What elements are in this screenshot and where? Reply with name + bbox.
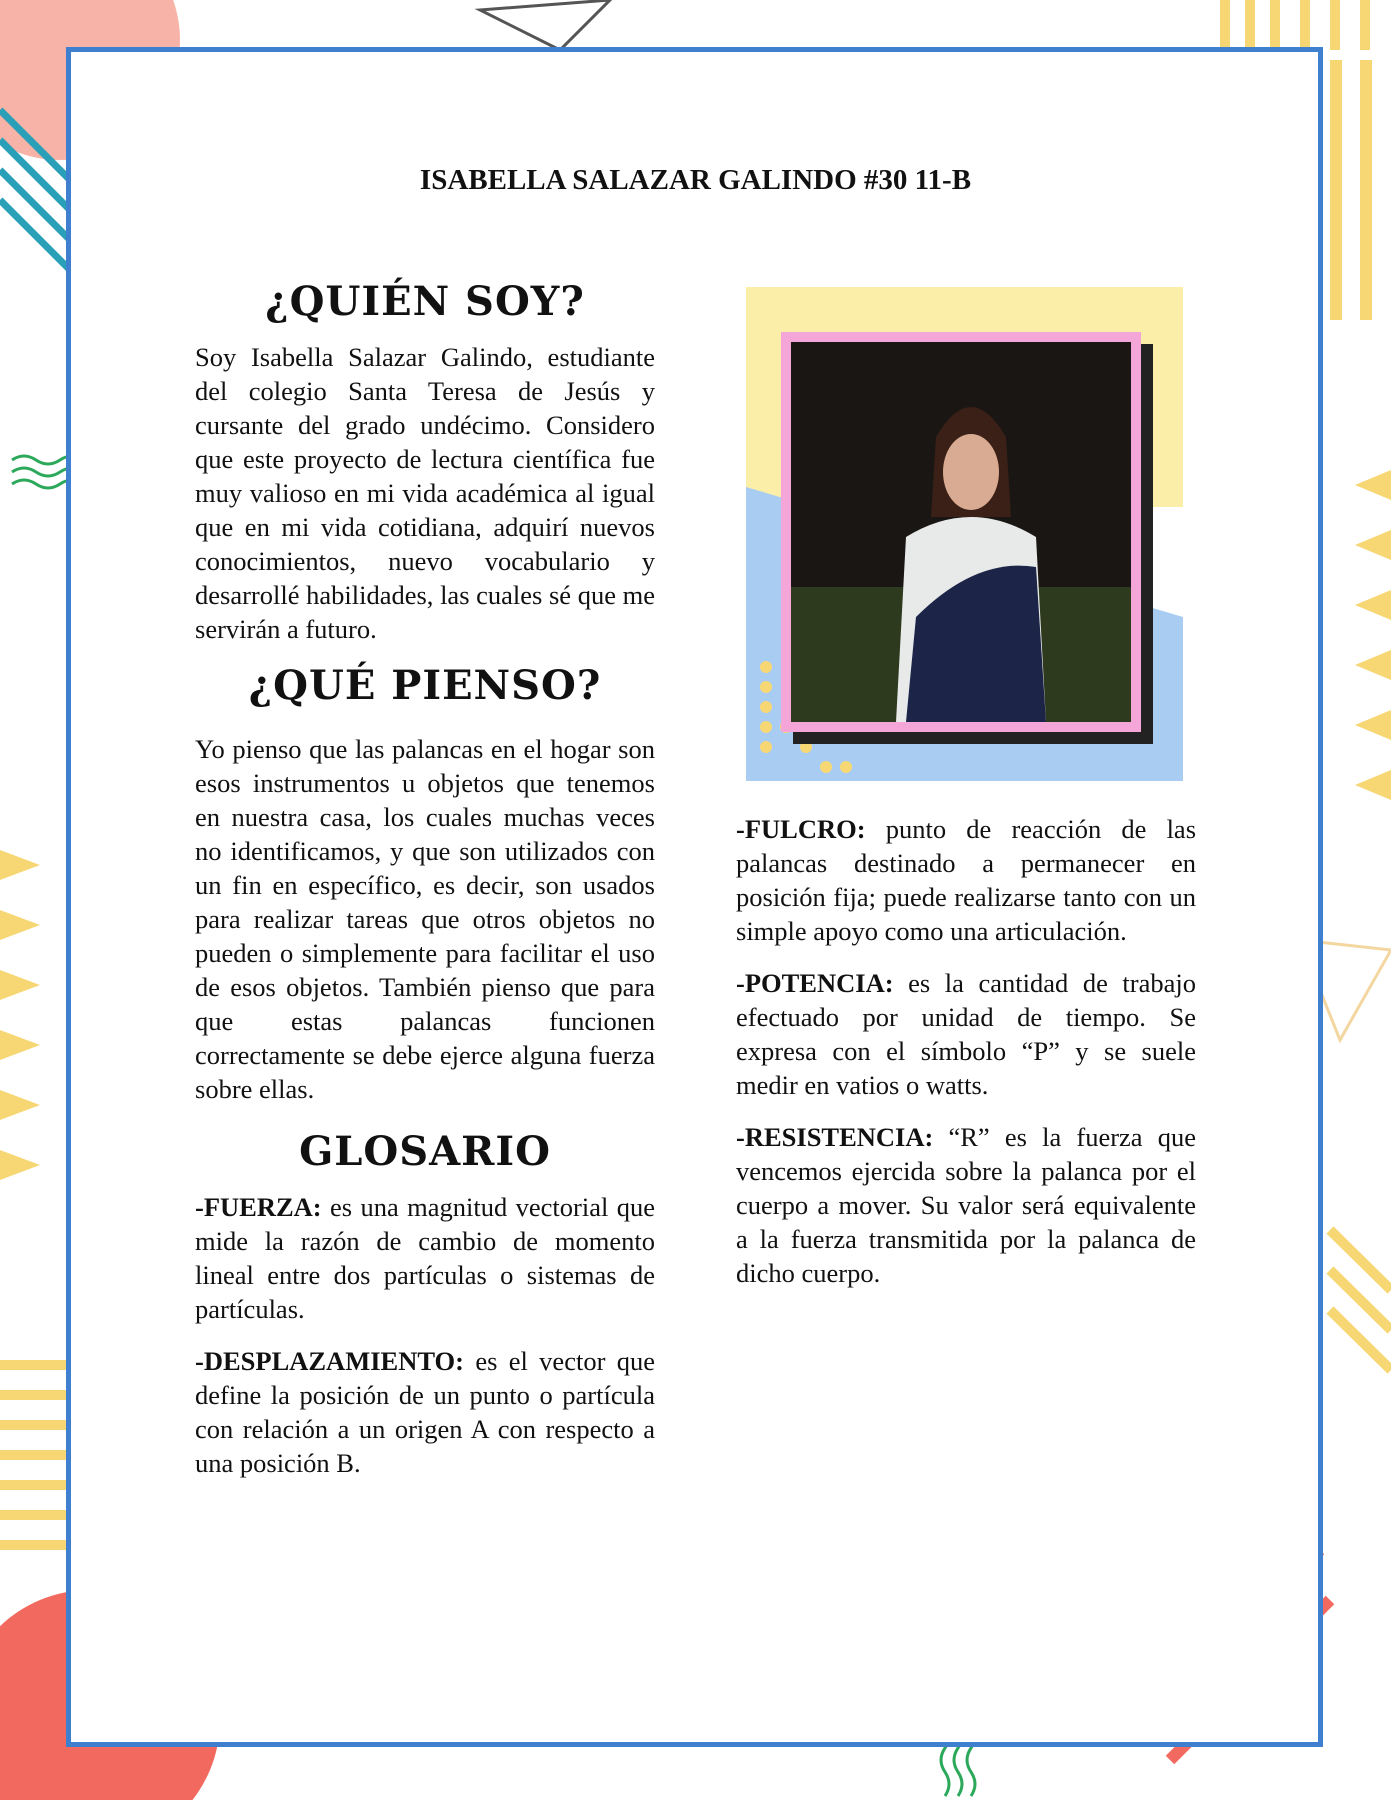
heading-que-pienso: ¿QUÉ PIENSO?: [248, 662, 602, 709]
glossary-entry-desplazamiento: [195, 1344, 655, 1480]
glossary-definition: es la cantidad de trabajo efectuado por unidad de tiempo. Se expresa con el símbolo “P” y se suele medir en vatios o watts.: [736, 968, 1197, 1100]
glossary-term: -DESPLAZAMIENTO:: [195, 1346, 464, 1376]
left-column: [195, 274, 655, 1498]
glossary-definition: “R” es la fuerza que vencemos ejercida sobre la palanca por el cuerpo a mover. Su valor será equivalente a la fuerza transmitida por la palanca de dicho cuerpo.: [736, 1122, 1196, 1288]
photo-frame-graphic: [746, 287, 1183, 781]
glossary-entry-resistencia: [736, 1120, 1196, 1290]
quien-soy-text: Soy Isabella Salazar Galindo, estudiante del colegio Santa Teresa de Jesús y cursante del grado undécimo. Considero que este proyecto de lectura científica fue muy valioso en mi vida académica al igual que en mi vida cotidiana, adquirí nuevos conocimientos, nuevo vocabulario y desarrollé habilidades, las cuales sé que me servirán a futuro.: [195, 342, 655, 644]
glossary-entry-fuerza: [195, 1190, 655, 1326]
heading-quien-soy: ¿QUIÉN SOY?: [265, 278, 585, 325]
right-column: [736, 812, 1196, 1308]
glossary-definition: es el vector que define la posición de un punto o partícula con relación a un origen A con respecto a una posición B.: [195, 1346, 655, 1478]
glossary-term: -POTENCIA:: [736, 968, 894, 998]
profile-photo-frame: [746, 287, 1183, 781]
glossary-term: -RESISTENCIA:: [736, 1122, 934, 1152]
glossary-term: -FULCRO:: [736, 814, 866, 844]
page-title: ISABELLA SALAZAR GALINDO #30 11-B: [419, 164, 972, 196]
glossary-entry-fulcro: [736, 812, 1196, 948]
glossary-definition: punto de reacción de las palancas destinado a permanecer en posición fija; puede realizarse tanto con un simple apoyo como una articulación.: [736, 814, 1197, 946]
glossary-definition: es una magnitud vectorial que mide la razón de cambio de momento lineal entre dos partículas o sistemas de partículas.: [195, 1192, 655, 1324]
glossary-entry-potencia: [736, 966, 1196, 1102]
que-pienso-text: Yo pienso que las palancas en el hogar son esos instrumentos u objetos que tenemos en nuestra casa, los cuales muchas veces no identificamos, y que son utilizados con un fin en específico, es decir, son usados para realizar tareas que otros objetos no pueden o simplemente para facilitar el uso de esos objetos. También pienso que para que estas palancas funcionen correctamente se debe ejerce alguna fuerza sobre ellas.: [195, 734, 655, 1104]
heading-glosario: GLOSARIO: [299, 1128, 551, 1175]
glossary-term: -FUERZA:: [195, 1192, 322, 1222]
